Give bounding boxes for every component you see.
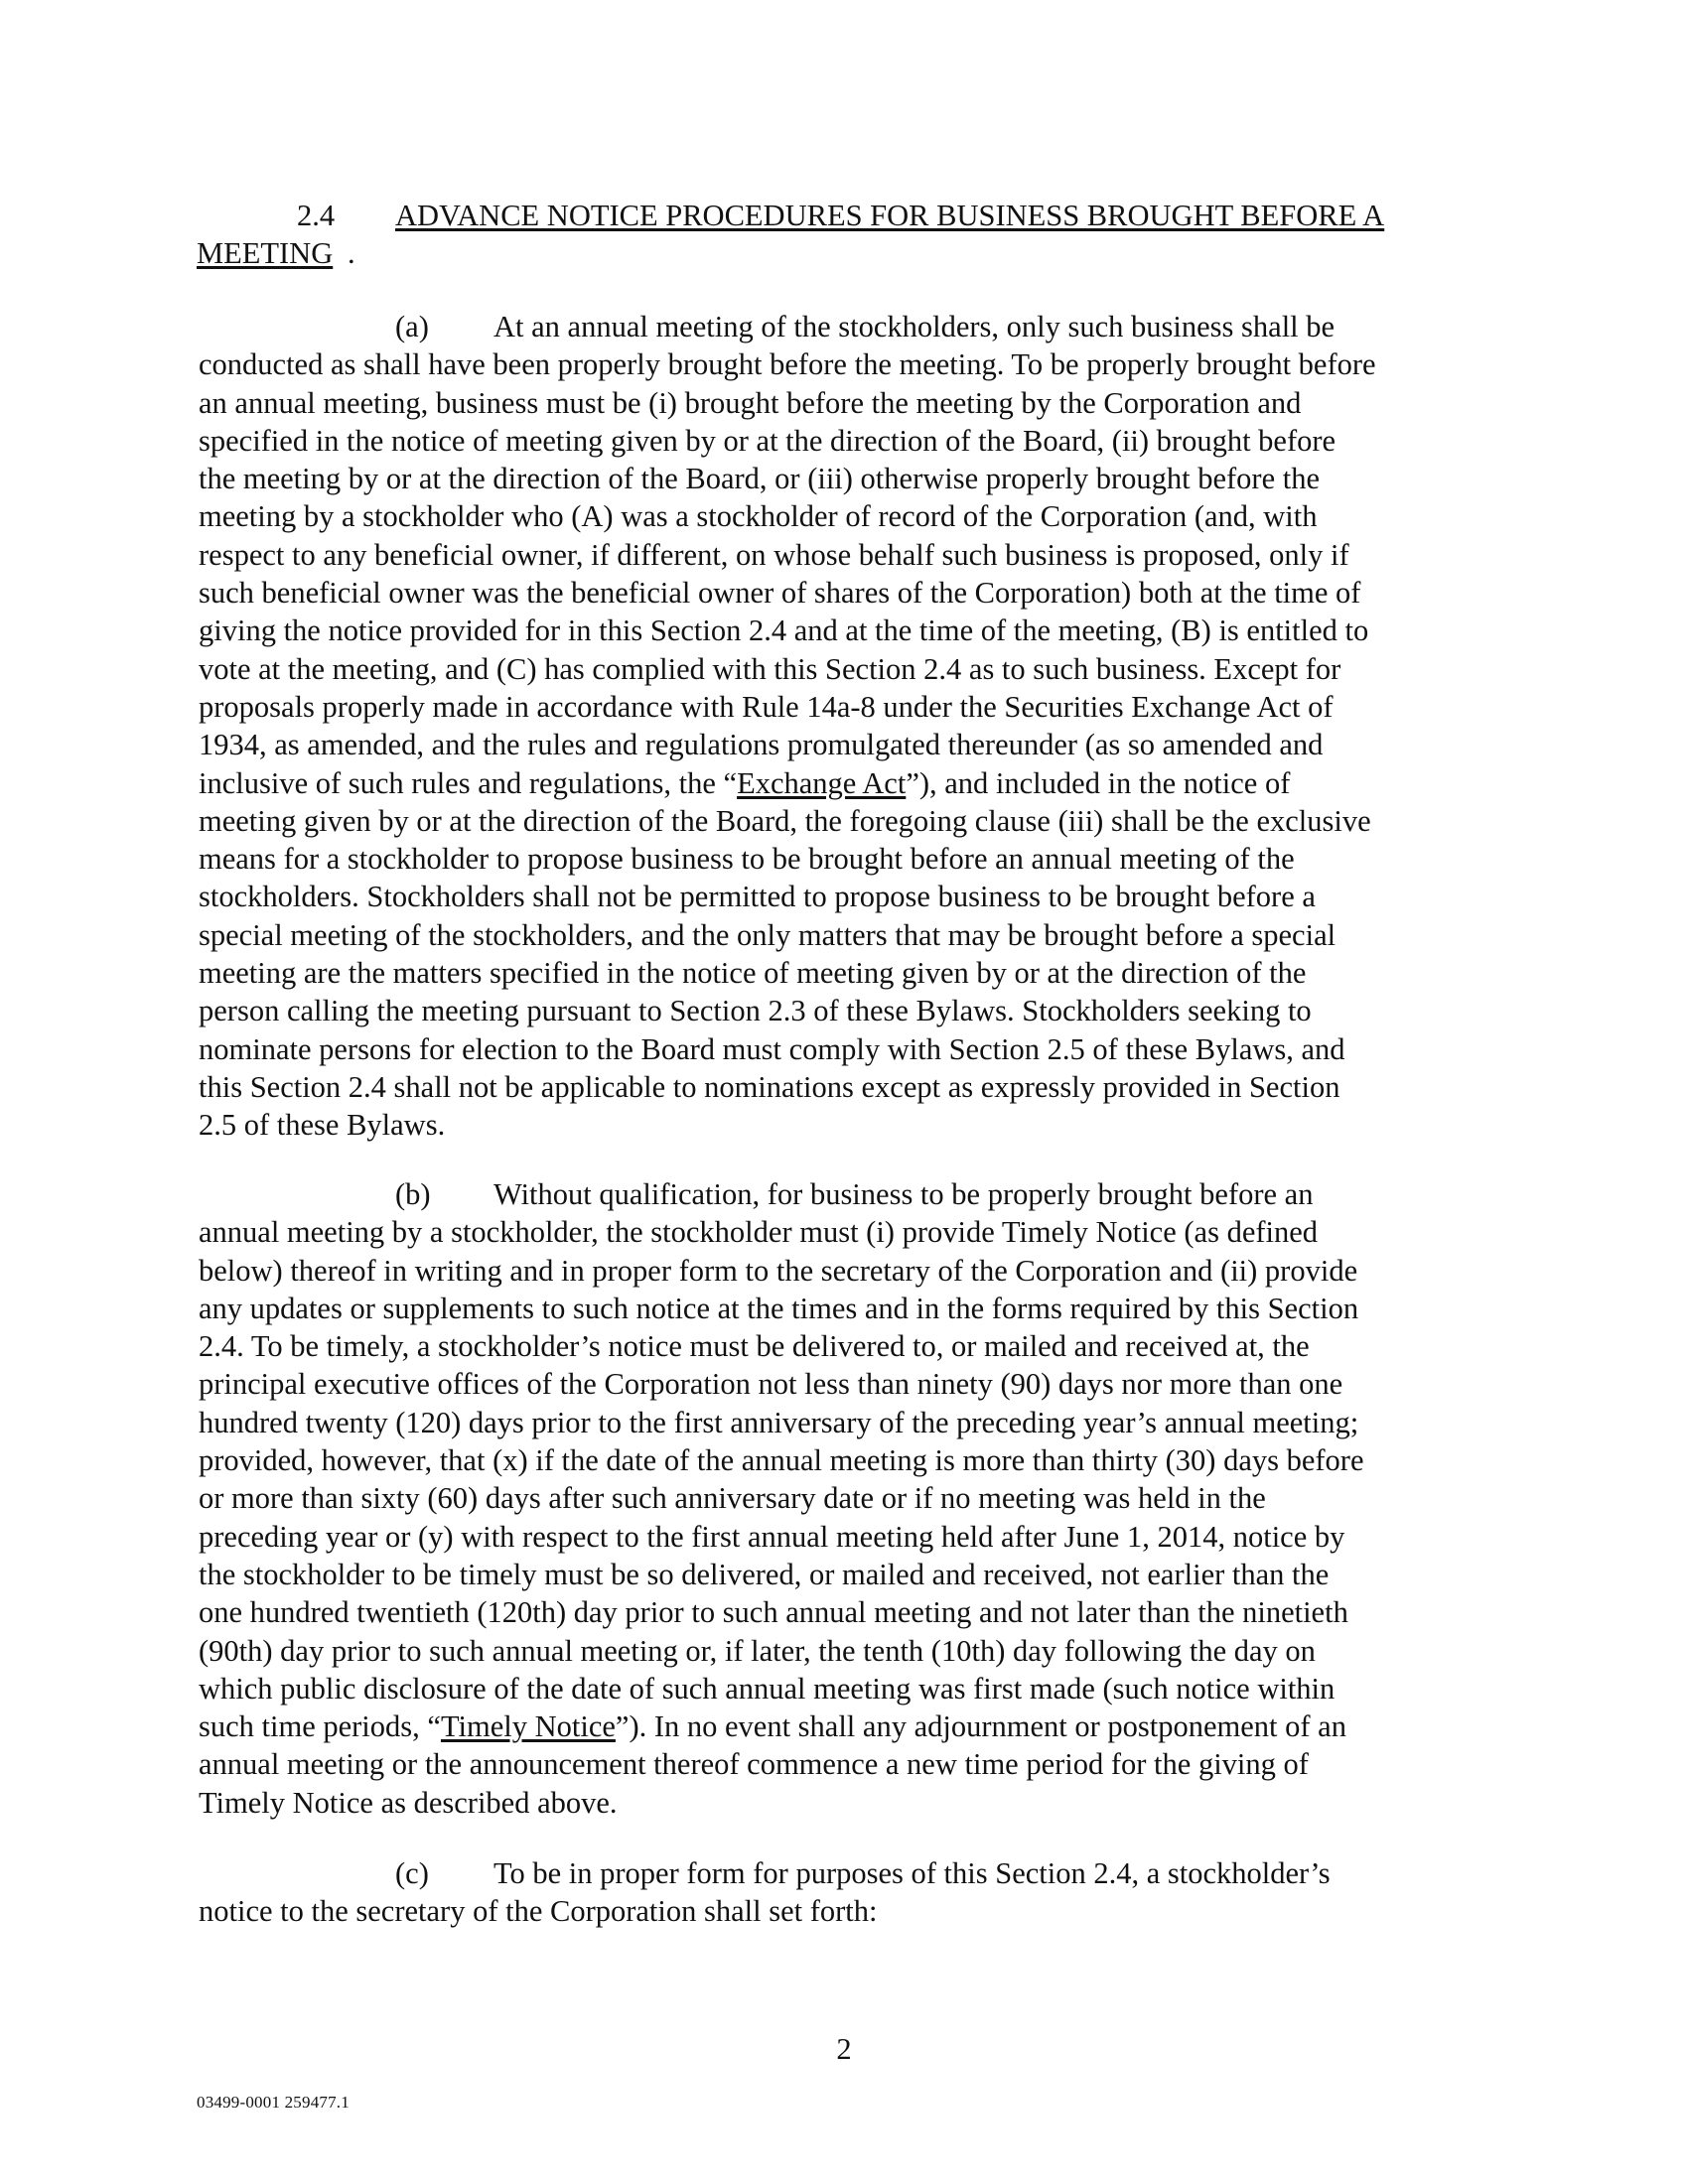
defined-term-timely-notice: Timely Notice <box>440 1709 616 1744</box>
paragraph-line: means for a stockholder to propose business to be brought before an annual meeting of the <box>199 842 1295 877</box>
paragraph-line <box>199 764 1489 802</box>
section-number: 2.4 <box>297 199 336 232</box>
paragraph-line <box>199 1707 1489 1745</box>
line-text: inclusive of such rules and regulations, the “ <box>199 765 738 800</box>
paragraph-line: meeting given by or at the direction of the Board, the foregoing clause (iii) shall be the exclusive <box>199 803 1371 838</box>
paragraph-line: giving the notice provided for in this Section 2.4 and at the time of the meeting, (B) is entitled to <box>199 614 1369 648</box>
paragraph-line: special meeting of the stockholders, and the only matters that may be brought before a special <box>199 917 1336 952</box>
paragraph-c <box>199 1854 1489 1931</box>
paragraph-line: provided, however, that (x) if the date of the annual meeting is more than thirty (30) days before <box>199 1443 1364 1478</box>
paragraph-line: or more than sixty (60) days after such anniversary date or if no meeting was held in the <box>199 1481 1266 1516</box>
paragraph-line: principal executive offices of the Corporation not less than ninety (90) days nor more than one <box>199 1367 1343 1402</box>
paragraph-line: (90th) day prior to such annual meeting or, if later, the tenth (10th) day following the day on <box>199 1633 1316 1668</box>
paragraph-line: one hundred twentieth (120th) day prior to such annual meeting and not later than the ninetieth <box>199 1595 1348 1630</box>
paragraph-label: (b) <box>395 1177 431 1211</box>
paragraph-text: To be in proper form for purposes of this Section 2.4, a stockholder’s <box>493 1856 1331 1890</box>
document-id: 03499-0001 259477.1 <box>197 2093 350 2112</box>
paragraph-line: stockholders. Stockholders shall not be permitted to propose business to be brought before a <box>199 880 1316 914</box>
paragraph-line <box>199 1175 1489 1213</box>
paragraph-line: below) thereof in writing and in proper form to the secretary of the Corporation and (ii) provide <box>199 1253 1358 1288</box>
paragraph-line <box>199 1854 1489 1892</box>
paragraph-line: 2.5 of these Bylaws. <box>199 1108 446 1143</box>
paragraph-line: person calling the meeting pursuant to Section 2.3 of these Bylaws. Stockholders seeking to <box>199 994 1312 1028</box>
paragraph-b <box>199 1175 1489 1822</box>
paragraph-line: respect to any beneficial owner, if different, on whose behalf such business is proposed, only if <box>199 537 1349 572</box>
paragraph-line: preceding year or (y) with respect to the first annual meeting held after June 1, 2014, notice by <box>199 1519 1345 1554</box>
paragraph-line: 2.4. To be timely, a stockholder’s notice must be delivered to, or mailed and received at, the <box>199 1329 1310 1364</box>
paragraph-line: the meeting by or at the direction of the Board, or (iii) otherwise properly brought before the <box>199 462 1320 496</box>
paragraph-line: such beneficial owner was the beneficial owner of shares of the Corporation) both at the time of <box>199 576 1361 611</box>
paragraph-label: (a) <box>395 310 429 343</box>
section-title-period: . <box>348 236 355 270</box>
page-number: 2 <box>836 2032 852 2066</box>
paragraph-line: hundred twenty (120) days prior to the first anniversary of the preceding year’s annual meeting; <box>199 1405 1359 1439</box>
paragraph-line: meeting are the matters specified in the notice of meeting given by or at the direction of the <box>199 956 1307 991</box>
paragraph-label: (c) <box>395 1856 429 1890</box>
paragraph-line: which public disclosure of the date of such annual meeting was first made (such notice within <box>199 1671 1336 1706</box>
paragraph-line: conducted as shall have been properly brought before the meeting. To be properly brought before <box>199 347 1376 382</box>
paragraph-text: At an annual meeting of the stockholders, only such business shall be <box>493 310 1336 343</box>
paragraph-line: any updates or supplements to such notice at the times and in the forms required by this Section <box>199 1291 1359 1325</box>
paragraph-line: 1934, as amended, and the rules and regulations promulgated thereunder (as so amended and <box>199 728 1324 762</box>
defined-term-exchange-act: Exchange Act <box>737 765 907 800</box>
paragraph-line <box>199 308 1489 345</box>
paragraph-line: meeting by a stockholder who (A) was a stockholder of record of the Corporation (and, with <box>199 499 1318 534</box>
paragraph-a <box>199 308 1489 1145</box>
paragraph-line: vote at the meeting, and (C) has complied with this Section 2.4 as to such business. Except for <box>199 651 1341 686</box>
paragraph-line: annual meeting or the announcement thereof commence a new time period for the giving of <box>199 1747 1309 1782</box>
paragraph-line: Timely Notice as described above. <box>199 1785 618 1820</box>
paragraph-line: the stockholder to be timely must be so delivered, or mailed and received, not earlier than the <box>199 1557 1330 1591</box>
paragraph-line: an annual meeting, business must be (i) brought before the meeting by the Corporation and <box>199 385 1302 420</box>
line-text: such time periods, “ <box>199 1709 441 1744</box>
paragraph-line: annual meeting by a stockholder, the stockholder must (i) provide Timely Notice (as defined <box>199 1215 1319 1250</box>
paragraph-line: proposals properly made in accordance with Rule 14a-8 under the Securities Exchange Act of <box>199 689 1334 724</box>
paragraph-line: notice to the secretary of the Corporation shall set forth: <box>199 1894 878 1929</box>
paragraph-line: nominate persons for election to the Board must comply with Section 2.5 of these Bylaws, and <box>199 1031 1345 1066</box>
paragraph-line: this Section 2.4 shall not be applicable to nominations except as expressly provided in Section <box>199 1069 1340 1104</box>
paragraph-line: specified in the notice of meeting given by or at the direction of the Board, (ii) brought before <box>199 423 1336 458</box>
line-text: ”), and included in the notice of <box>906 765 1291 800</box>
line-text: ”). In no event shall any adjournment or postponement of an <box>615 1709 1346 1744</box>
paragraph-text: Without qualification, for business to be properly brought before an <box>493 1177 1314 1211</box>
section-title-line-2: MEETING <box>197 236 334 270</box>
section-title-line-1: ADVANCE NOTICE PROCEDURES FOR BUSINESS BROUGHT BEFORE A <box>395 199 1385 232</box>
